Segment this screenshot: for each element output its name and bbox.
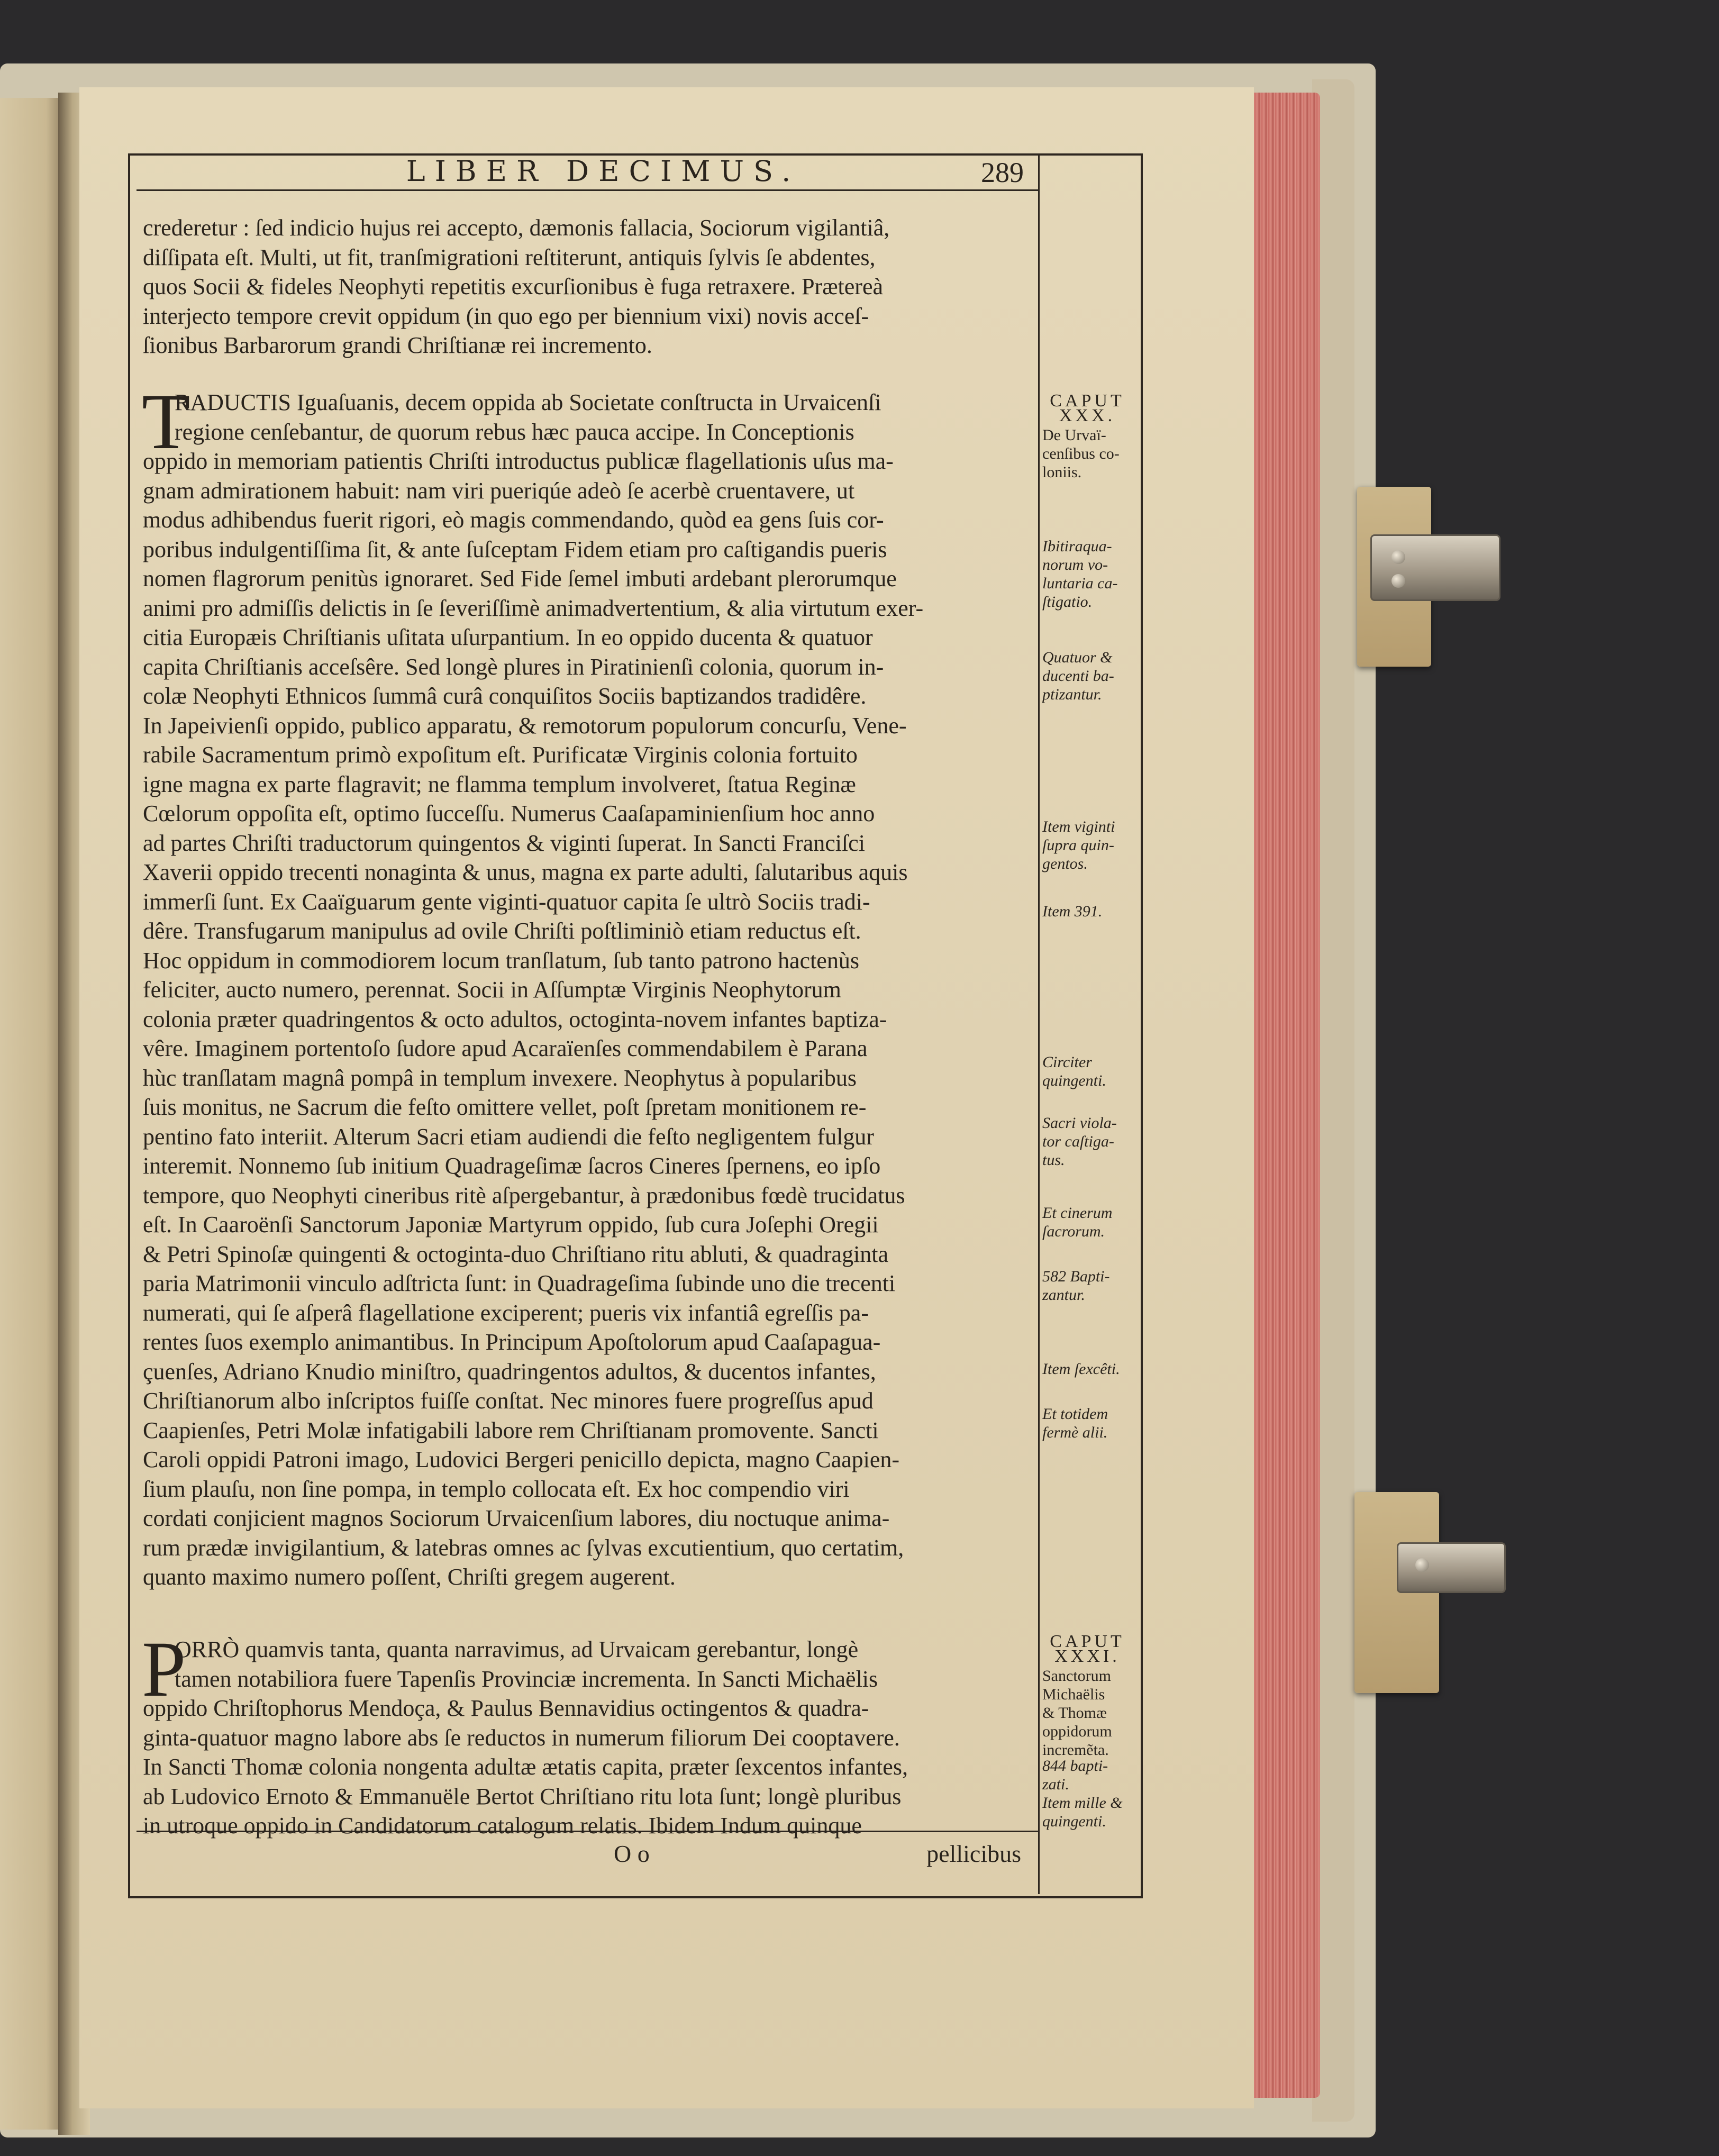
text-line: poribus indulgentiſſima ſit, & ante ſuſceptam Fidem etiam pro caſtigandis pueris [143, 536, 887, 562]
text-line: rentes ſuos exemplo animantibus. In Principum Apoſtolorum apud Caaſapagua- [143, 1329, 881, 1355]
marginal-note: CAPUT [1050, 1632, 1125, 1651]
text-line: Xaverii oppido trecenti nonaginta & unus, magna ex parte adulti, ſalutaribus aquis [143, 859, 908, 885]
text-line: paria Matrimonii vinculo adſtricta ſunt: in Quadrageſima ſubinde uno die trecenti [143, 1270, 896, 1296]
text-line: In Sancti Thomæ colonia nongenta adultæ ætatis capita, præter ſexcentos infantes, [143, 1754, 908, 1780]
text-line: modus adhibendus fuerit rigori, eò magis commendando, quòd ea gens ſuis cor- [143, 507, 884, 533]
catchword: pellicibus [926, 1840, 1021, 1867]
marginal-note: CAPUT [1050, 392, 1125, 411]
marginal-note: XXX. [1059, 406, 1116, 425]
text-line: Hoc oppidum in commodiorem locum tranſlatum, ſub tanto patrono hactenùs [143, 948, 859, 974]
text-line: interemit. Nonnemo ſub initium Quadrageſimæ ſacros Cineres ſpernens, eo ipſo [143, 1153, 881, 1179]
marginal-note: luntaria ca- [1042, 575, 1118, 592]
text-line: pentino fato interiit. Alterum Sacri etiam audiendi die feſto negligentem fulgur [143, 1124, 874, 1150]
marginal-note: cenſibus co- [1042, 445, 1120, 462]
text-line: Caapienſes, Petri Molæ infatigabili labore rem Chriſtianam promovente. Sancti [143, 1417, 879, 1443]
text-line: Caroli oppidi Patroni imago, Ludovici Bergeri penicillo depicta, magno Caapien- [143, 1447, 900, 1472]
text-line: hùc tranſlatam magnâ pompâ in templum invexere. Neophytus à popularibus [143, 1065, 857, 1091]
marginal-note: incremẽta. [1042, 1741, 1109, 1759]
page-number: 289 [981, 157, 1024, 188]
margin-column-rule [1038, 153, 1040, 1894]
text-line: colæ Neophyti Ethnicos ſummâ curâ conquiſitos Sociis baptizandos tradidêre. [143, 683, 867, 709]
text-line: eſt. In Caaroënſi Sanctorum Japoniæ Martyrum oppido, ſub cura Joſephi Oregii [143, 1212, 879, 1238]
marginal-note: Et cinerum [1042, 1204, 1113, 1222]
text-line: interjecto tempore crevit oppidum (in quo ego per biennium vixi) novis acceſ- [143, 303, 869, 329]
text-line: nomen flagrorum penitùs ignoraret. Sed Fide ſemel imbuti ardebant plerorumque [143, 566, 897, 592]
marginal-note: Ibitiraqua- [1042, 538, 1112, 555]
marginal-note: De Urvaï- [1042, 426, 1106, 444]
marginal-note: norum vo- [1042, 556, 1108, 574]
marginal-note: & Thomæ [1042, 1704, 1107, 1722]
text-line: gnam admirationem habuit: nam viri pueriqúe adeò ſe acerbè cruentavere, ut [143, 478, 855, 504]
text-line: in utroque oppido in Candidatorum catalogum relatis. Ibidem Indum quinque [143, 1813, 862, 1839]
drop-capital: T [142, 378, 190, 466]
text-line: Cœlorum oppoſita eſt, optimo ſucceſſu. Numerus Caaſapaminienſium hoc anno [143, 800, 875, 826]
text-line: tempore, quo Neophyti cineribus ritè aſpergebantur, à prædonibus fœdè trucidatus [143, 1182, 905, 1208]
marginal-note: quingenti. [1042, 1813, 1106, 1830]
text-line: ſionibus Barbarorum grandi Chriſtianæ rei incremento. [143, 332, 652, 358]
marginal-note: fermè alii. [1042, 1424, 1108, 1441]
marginal-note: ſtigatio. [1042, 593, 1093, 611]
text-line: crederetur : ſed indicio hujus rei accepto, dæmonis fallacia, Sociorum vigilantiâ, [143, 215, 890, 241]
text-line: Chriſtianorum albo inſcriptos fuiſſe conſtat. Nec minores fuere progreſſus apud [143, 1388, 874, 1414]
rivet-icon [1391, 574, 1405, 588]
text-line: ſuis monitus, ne Sacrum die feſto omittere vellet, poſt ſpretam monitionem re- [143, 1094, 867, 1120]
marginal-note: tor caſtiga- [1042, 1133, 1114, 1150]
rivet-icon [1391, 550, 1405, 564]
text-line: animi pro admiſſis delictis in ſe ſeveriſſimè animadvertentium, & alia virtutum exer- [143, 595, 924, 621]
text-line: regione cenſebantur, de quorum rebus hæc pauca accipe. In Conceptionis [175, 419, 854, 445]
marginal-note: Circiter [1042, 1053, 1092, 1071]
text-line: igne magna ex parte flagravit; ne flamma templum involveret, ſtatua Reginæ [143, 771, 856, 797]
clasp-metal-plate [1370, 534, 1500, 601]
text-line: ad partes Chriſti traductorum quingentos & viginti ſuperat. In Sancti Franciſci [143, 830, 865, 856]
marginal-note: loniis. [1042, 463, 1082, 481]
marginal-note: Item viginti [1042, 818, 1115, 835]
text-line: citia Europæis Chriſtianis uſitata uſurpantium. In eo oppido ducenta & quatuor [143, 624, 873, 650]
signature-mark: O o [614, 1840, 650, 1867]
marginal-note: ſupra quin- [1042, 836, 1114, 854]
running-head: LIBER DECIMUS. [406, 154, 801, 188]
text-line: ginta-quatuor magno labore abs ſe reductos in numerum filiorum Dei cooptavere. [143, 1725, 900, 1751]
marginal-note: gentos. [1042, 855, 1088, 872]
text-line: quanto maximo numero poſſent, Chriſti gregem augerent. [143, 1564, 676, 1590]
drop-capital: P [142, 1625, 186, 1713]
text-line: capita Chriſtianis acceſsêre. Sed longè plures in Piratinienſi colonia, quorum in- [143, 654, 884, 680]
text-line: tamen notabiliora fuere Tapenſis Provinciæ incrementa. In Sancti Michaëlis [175, 1666, 878, 1692]
marginal-note: Item ſexcêti. [1042, 1360, 1120, 1378]
facing-page-edge [0, 98, 66, 2130]
text-line: rum prædæ invigilantium, & latebras omnes ac ſylvas excutientium, quo certatim, [143, 1535, 904, 1561]
marginal-note: 582 Bapti- [1042, 1268, 1110, 1285]
rivet-icon [1415, 1558, 1429, 1572]
text-line: ORRÒ quamvis tanta, quanta narravimus, ad Urvaicam gerebantur, longè [175, 1636, 859, 1662]
clasp-metal-plate [1397, 1542, 1506, 1593]
text-line: & Petri Spinoſæ quingenti & octoginta-duo Chriſtiano ritu abluti, & quadraginta [143, 1241, 889, 1267]
text-line: immerſi ſunt. Ex Caaïguarum gente viginti-quatuor capita ſe ultrò Sociis tradi- [143, 889, 870, 915]
text-line: quos Socii & fideles Neophyti repetitis excurſionibus è fuga retraxere. Prætereà [143, 274, 884, 299]
marginal-note: XXXI. [1054, 1647, 1120, 1666]
marginal-note: Item 391. [1042, 903, 1103, 920]
text-line: ab Ludovico Ernoto & Emmanuële Bertot Chriſtiano ritu lota ſunt; longè pluribus [143, 1784, 902, 1809]
marginal-note: oppidorum [1042, 1723, 1112, 1740]
text-line: numerati, qui ſe aſperâ flagellatione exciperent; pueris vix infantiâ egreſſis pa- [143, 1300, 869, 1326]
marginal-note: zati. [1042, 1776, 1069, 1793]
text-line: cordati conjicient magnos Sociorum Urvaicenſium labores, diu noctuque anima- [143, 1505, 890, 1531]
text-line: RADUCTIS Iguaſuanis, decem oppida ab Societate conſtructa in Urvaicenſi [175, 389, 881, 415]
marginal-note: ducenti ba- [1042, 667, 1114, 685]
marginal-note: zantur. [1042, 1286, 1085, 1304]
marginal-note: tus. [1042, 1151, 1065, 1169]
text-line: dêre. Transfugarum manipulus ad ovile Chriſti poſtliminiò etiam reductus eſt. [143, 918, 861, 944]
text-line: In Japeivienſi oppido, publico apparatu, & remotorum populorum concurſu, Vene- [143, 713, 907, 739]
marginal-note: Et totidem [1042, 1405, 1108, 1423]
marginal-note: Quatuor & [1042, 649, 1113, 666]
marginal-note: Item mille & [1042, 1794, 1123, 1812]
text-line: oppido Chriſtophorus Mendoça, & Paulus Bennavidius octingentos & quadra- [143, 1695, 869, 1721]
marginal-note: 844 bapti- [1042, 1757, 1108, 1775]
text-line: vêre. Imaginem portentoſo ſudore apud Acaraïenſes commendabilem è Parana [143, 1035, 868, 1061]
text-line: diſſipata eſt. Multi, ut fit, tranſmigrationi reſtiterunt, antiquis ſylvis ſe abdentes, [143, 244, 876, 270]
text-line: oppido in memoriam patientis Chriſti introductus publicæ flagellationis uſus ma- [143, 448, 894, 474]
text-line: ſium plauſu, non ſine pompa, in templo collocata eſt. Ex hoc compendio viri [143, 1476, 850, 1502]
marginal-note: Sacri viola- [1042, 1114, 1117, 1132]
marginal-note: Sanctorum [1042, 1667, 1111, 1685]
text-line: colonia præter quadringentos & octo adultos, octoginta-novem infantes baptiza- [143, 1006, 887, 1032]
marginal-note: Michaëlis [1042, 1686, 1105, 1703]
marginal-note: quingenti. [1042, 1072, 1106, 1089]
text-line: feliciter, aucto numero, perennat. Socii in Aſſumptæ Virginis Neophytorum [143, 977, 841, 1003]
marginal-note: ſacrorum. [1042, 1223, 1105, 1240]
text-line: rabile Sacramentum primò expoſitum eſt. Purificatæ Virginis colonia fortuito [143, 742, 858, 768]
text-line: çuenſes, Adriano Knudio miniſtro, quadringentos adultos, & ducentos infantes, [143, 1359, 876, 1385]
marginal-note: ptizantur. [1042, 686, 1102, 703]
